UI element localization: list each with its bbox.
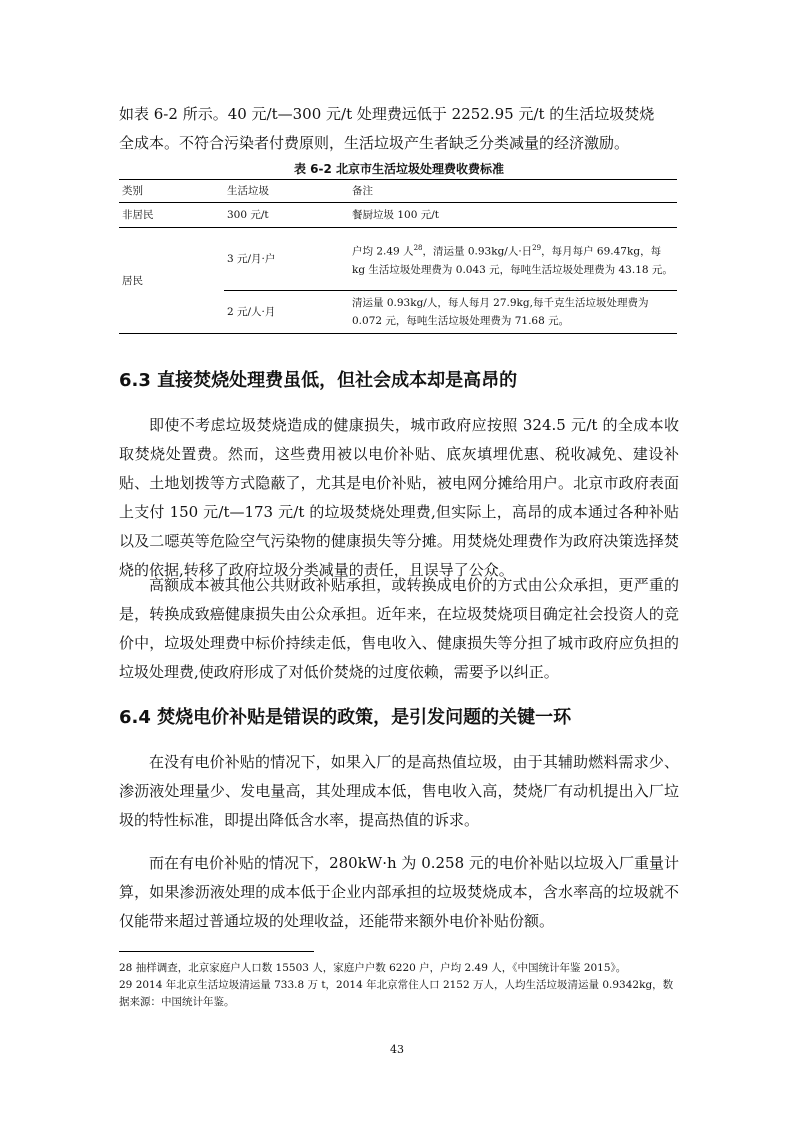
cell-note: 清运量 0.93kg/人，每人每月 27.9kg,每千克生活垃圾处理费为 0.072 元，每吨生活垃圾处理费为 71.68 元。 <box>352 297 649 327</box>
section-6-3-paragraph-1: 即使不考虑垃圾焚烧造成的健康损失，城市政府应按照 324.5 元/t 的全成本收取焚烧处置费。然而，这些费用被以电价补贴、底灰填埋优惠、税收减免、建设补贴、土地划拨等方式隐蔽了，尤其是电价补贴，被电网分摊给用户。北京市政府表面上支付 150 元/t—173 元/t 的垃圾焚烧处理费,但实际上，高昂的成本通过各种补贴以及二噁英等危险空气污染物的健康损失等分摊。用焚烧处理费作为政府决策选择焚烧的依据,转移了政府垃圾分类减量的责任，且误导了公众。 <box>119 416 679 579</box>
cell-resident-label: 居民 <box>119 228 224 334</box>
section-heading-6-3: 6.3 直接焚烧处理费虽低，但社会成本却是高昂的 <box>119 370 518 391</box>
header-category: 类别 <box>122 185 143 197</box>
cell-fee: 300 元/t <box>227 209 269 221</box>
footnote-29: 29 2014 年北京生活垃圾清运量 733.8 万 t，2014 年北京常住人口 2152 万人，人均生活垃圾清运量 0.9342kg，数据来源：中国统计年鉴。 <box>119 979 674 1008</box>
page-number: 43 <box>390 1043 404 1056</box>
intro-line-2: 全成本。不符合污染者付费原则，生活垃圾产生者缺乏分类减量的经济激励。 <box>119 134 630 152</box>
footnote-28: 28 抽样调查，北京家庭户人口数 15503 人，家庭户户数 6220 户，户均 2.49 人，《中国统计年鉴 2015》。 <box>119 962 627 974</box>
cell-category: 非居民 <box>122 209 154 221</box>
cell-note: 餐厨垃圾 100 元/t <box>352 209 439 221</box>
section-6-4-paragraph-1: 在没有电价补贴的情况下，如果入厂的是高热值垃圾，由于其辅助燃料需求少、渗沥液处理量少、发电量高，其处理成本低，售电收入高，焚烧厂有动机提出入厂垃圾的特性标准，即提出降低含水率，提高热值的诉求。 <box>119 753 679 829</box>
header-domestic-waste: 生活垃圾 <box>227 185 269 197</box>
intro-paragraph <box>119 100 679 158</box>
table-row-resident-household <box>119 228 677 291</box>
table-row-nonresident <box>119 203 677 228</box>
footnote-divider <box>119 951 314 952</box>
table-caption: 表 6-2 北京市生活垃圾处理费收费标准 <box>293 162 505 176</box>
table-header-row <box>119 180 677 203</box>
section-6-4-paragraph-2: 而在有电价补贴的情况下，280kW·h 为 0.258 元的电价补贴以垃圾入厂重量计算，如果渗沥液处理的成本低于企业内部承担的垃圾焚烧成本，含水率高的垃圾就不仅能带来超过普通垃圾的处理收益，还能带来额外电价补贴份额。 <box>119 854 679 930</box>
header-remarks: 备注 <box>352 185 373 197</box>
cell-fee: 2 元/人·月 <box>227 306 276 318</box>
section-6-3-paragraph-2: 高额成本被其他公共财政补贴承担，或转换成电价的方式由公众承担，更严重的是，转换成致癌健康损失由公众承担。近年来，在垃圾焚烧项目确定社会投资人的竞价中，垃圾处理费中标价持续走低，售电收入、健康损失等分担了城市政府应负担的垃圾处理费,使政府形成了对低价焚烧的过度依赖，需要予以纠正。 <box>119 576 679 681</box>
intro-line-1: 如表 6-2 所示。40 元/t—300 元/t 处理费远低于 2252.95 元/t 的生活垃圾焚烧 <box>119 105 655 123</box>
cell-fee: 3 元/月·户 <box>224 228 349 291</box>
section-heading-6-4: 6.4 焚烧电价补贴是错误的政策，是引发问题的关键一环 <box>119 707 572 728</box>
cell-note: 户均 2.49 人$^{28}$，清运量 0.93kg/人·日$^{29}$，每月每户 69.47kg，每 kg 生活垃圾处理费为 0.043 元，每吨生活垃圾处理费为 43.18 元。 <box>349 228 677 291</box>
fee-standard-table <box>119 179 677 334</box>
